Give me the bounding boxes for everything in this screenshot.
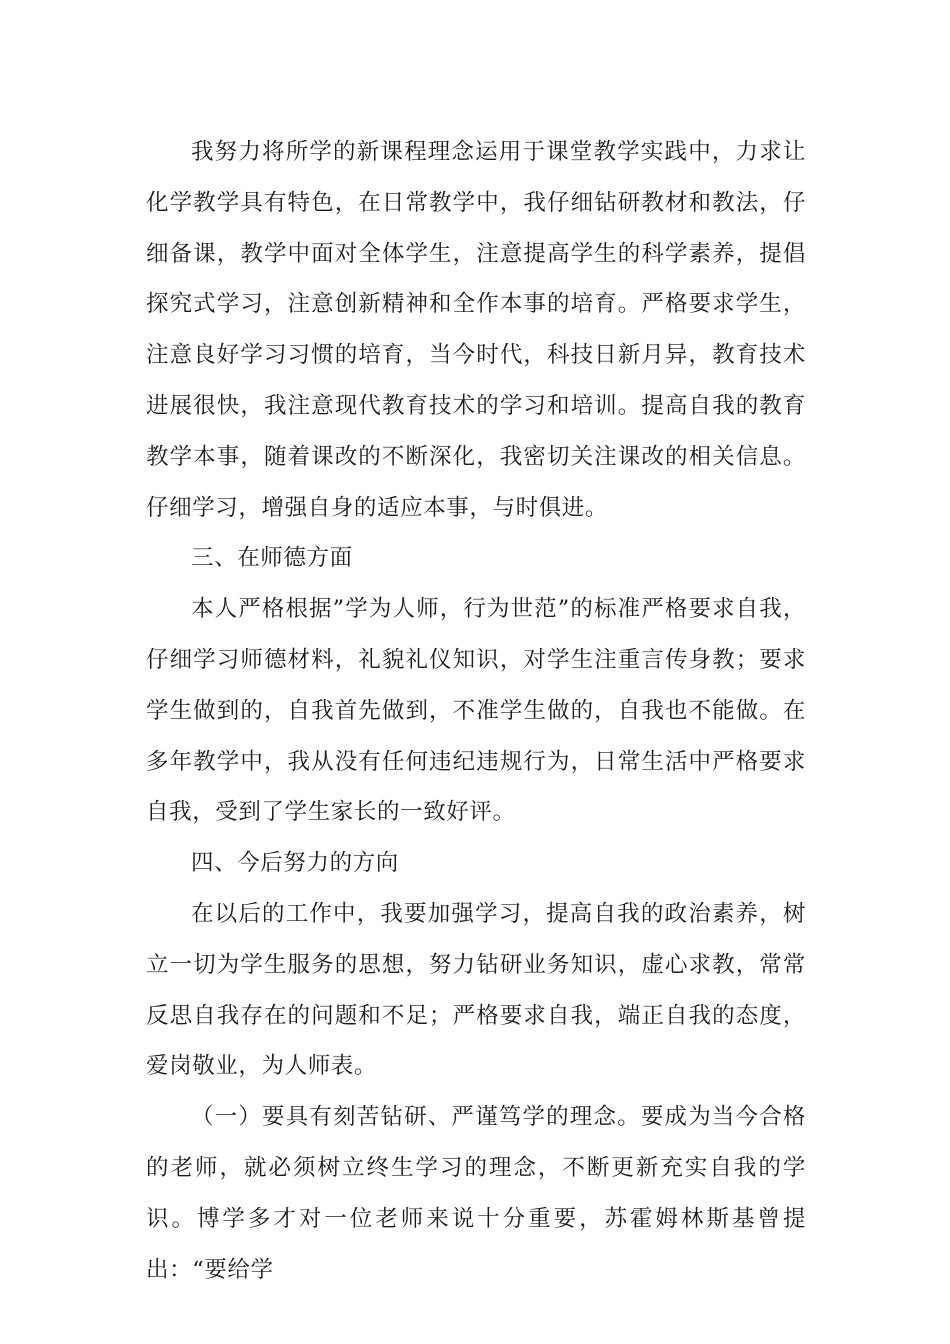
paragraph-future-work: 在以后的工作中，我要加强学习，提高自我的政治素养，树立一切为学生服务的思想，努力钻研业务知识，虚心求教，常常反思自我存在的问题和不足；严格要求自我，端正自我的态度，爱岗敬业，为人师表。 [146, 900, 806, 1080]
heading-future-direction: 四、今后努力的方向 [191, 850, 399, 877]
paragraph-teaching-practice: 我努力将所学的新课程理念运用于课堂教学实践中，力求让化学教学具有特色，在日常教学中，我仔细钻研教材和教法，仔细备课，教学中面对全体学生，注意提高学生的科学素养，提倡探究式学习，注意创新精神和全作本事的培育。严格要求学生，注意良好学习习惯的培育，当今时代，科技日新月异，教育技术进展很快，我注意现代教育技术的学习和培训。提高自我的教育教学本事，随着课改的不断深化，我密切关注课改的相关信息。仔细学习，增强自身的适应本事，与时俱进。 [146, 139, 806, 521]
paragraph-study-philosophy: （一）要具有刻苦钻研、严谨笃学的理念。要成为当今合格的老师，就必须树立终生学习的理念，不断更新充实自我的学识。博学多才对一位老师来说十分重要，苏霍姆林斯基曾提出：“要给学 [146, 1104, 806, 1283]
heading-teacher-ethics: 三、在师德方面 [191, 545, 353, 572]
document-body [146, 127, 806, 1295]
paragraph-teacher-ethics: 本人严格根据”学为人师，行为世范”的标准严格要求自我，仔细学习师德材料，礼貌礼仪知识，对学生注重言传身教；要求学生做到的，自我首先做到，不准学生做的，自我也不能做。在多年教学中，我从没有任何违纪违规行为，日常生活中严格要求自我，受到了学生家长的一致好评。 [146, 596, 806, 826]
